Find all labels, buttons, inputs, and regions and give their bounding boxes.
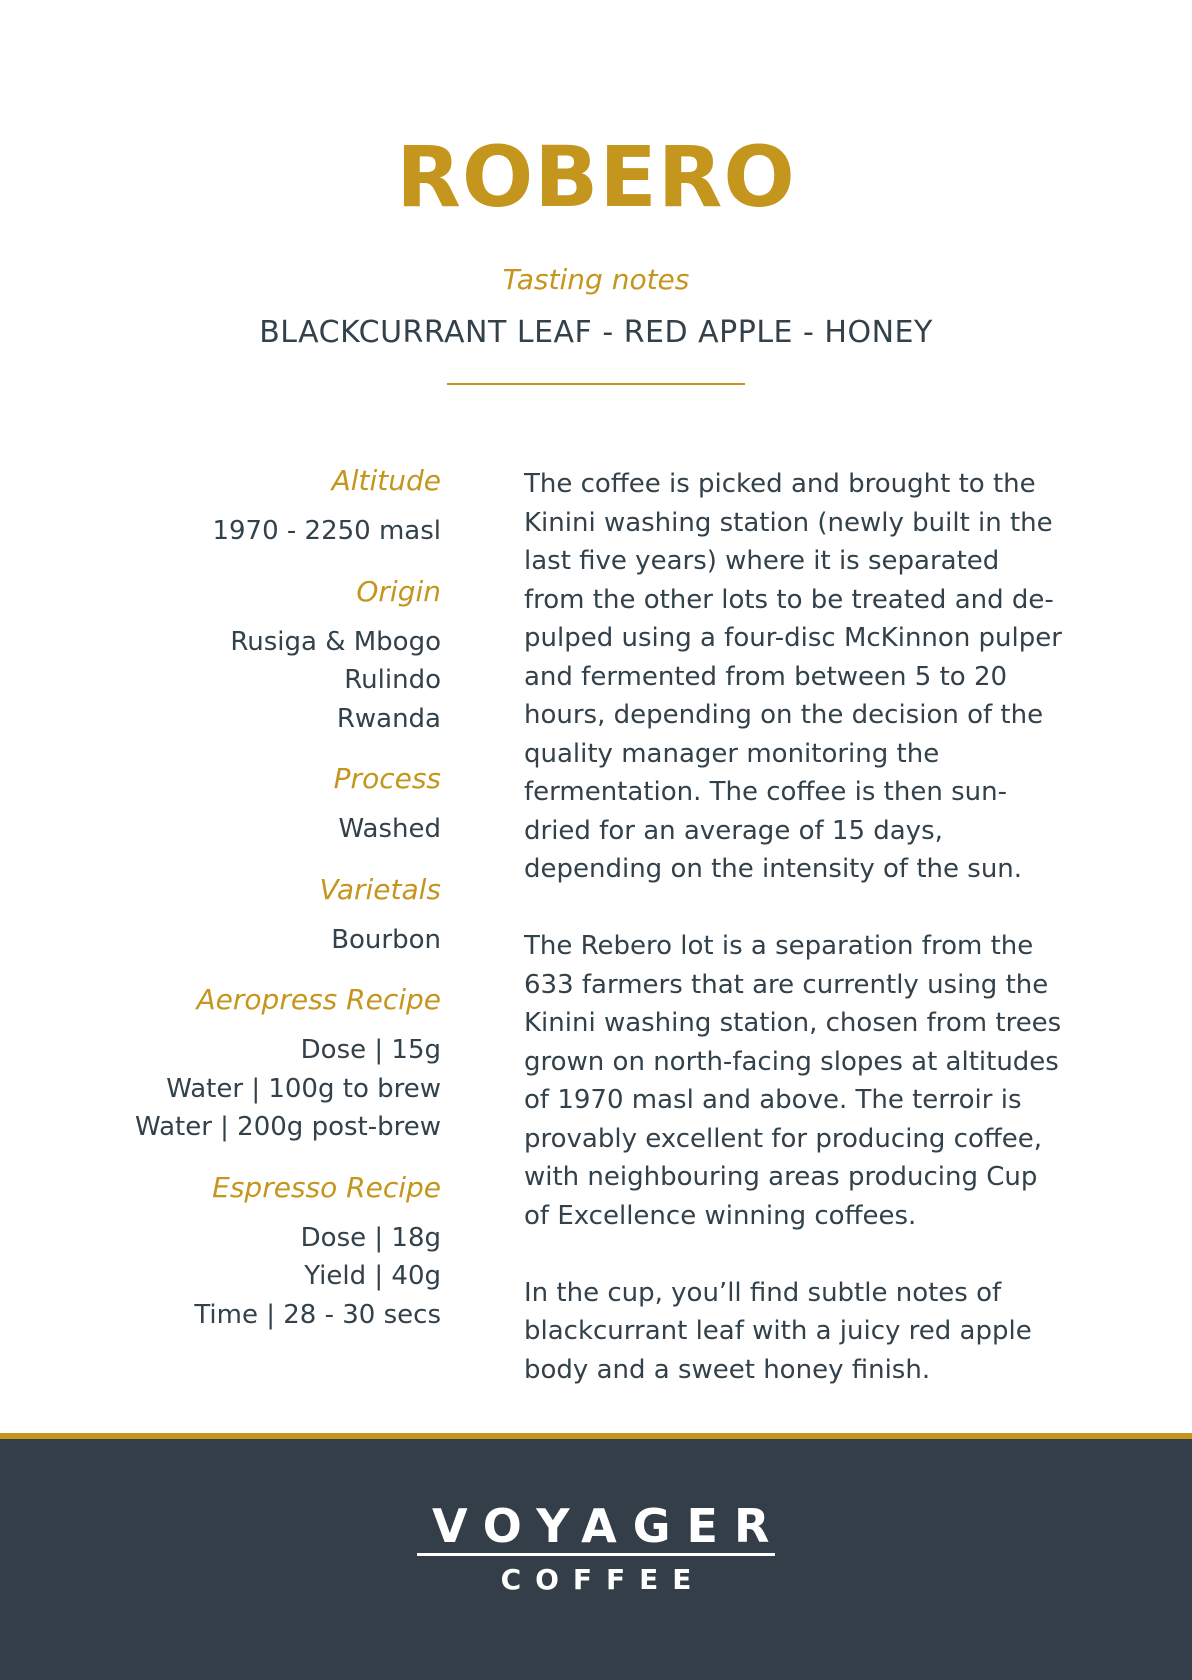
description-paragraph: In the cup, you’ll find subtle notes of blackcurrant leaf with a juicy red apple body and a sweet honey finish. (524, 1277, 1032, 1385)
description-column (524, 465, 1064, 1428)
aeropress-line: Dose | 15g (300, 1035, 441, 1065)
aeropress-line: Water | 200g post-brew (135, 1112, 441, 1142)
altitude-label: Altitude (331, 464, 441, 497)
tasting-notes: BLACKCURRANT LEAF - RED APPLE - HONEY (259, 315, 933, 350)
espresso-line: Time | 28 - 30 secs (194, 1299, 441, 1330)
origin-line: Rusiga & Mbogo (230, 626, 441, 657)
tasting-notes-label: Tasting notes (502, 263, 690, 296)
espresso-line: Dose | 18g (300, 1222, 441, 1253)
logo-name-top: VOYAGER (432, 1499, 786, 1553)
varietals-label: Varietals (319, 872, 441, 906)
process-value: Washed (338, 814, 441, 844)
logo-underline (417, 1553, 775, 1556)
logo-name-bottom: COFFEE (500, 1563, 706, 1596)
description-paragraph: The coffee is picked and brought to the Kinini washing station (newly built in the last five years) where it is separated from the other lots to be treated and de-pulped using a four-disc McKinnon pulper and fermented from between 5 to 20 hours, depending on the decision of the quality manager monitoring the fermentation. The coffee is then sun-dried for an average of 15 days, depending on the intensity of the sun. (524, 469, 1062, 884)
description-paragraph: The Rebero lot is a separation from the 633 farmers that are currently using the Kinini washing station, chosen from trees grown on north-facing slopes at altitudes of 1970 masl and above. The terroir is provably excellent for producing coffee, with neighbouring areas producing Cup of Excellence winning coffees. (524, 931, 1062, 1231)
origin-value (41, 623, 441, 739)
origin-line: Rwanda (336, 703, 441, 734)
origin-label: Origin (356, 574, 441, 608)
aeropress-label: Aeropress Recipe (196, 983, 441, 1016)
altitude-value: 1970 - 2250 masl (212, 516, 441, 546)
varietals-value: Bourbon (331, 924, 441, 955)
espresso-line: Yield | 40g (304, 1261, 441, 1291)
details-column (41, 462, 441, 1334)
espresso-label: Espresso Recipe (212, 1170, 441, 1204)
header-divider (447, 383, 745, 385)
product-title: ROBERO (396, 128, 796, 226)
origin-line: Rulindo (344, 665, 441, 695)
espresso-recipe (41, 1219, 441, 1335)
footer (0, 1439, 1192, 1680)
aeropress-recipe (41, 1031, 441, 1147)
aeropress-line: Water | 100g to brew (166, 1073, 441, 1104)
voyager-coffee-logo (416, 1499, 786, 1602)
process-label: Process (333, 762, 441, 795)
